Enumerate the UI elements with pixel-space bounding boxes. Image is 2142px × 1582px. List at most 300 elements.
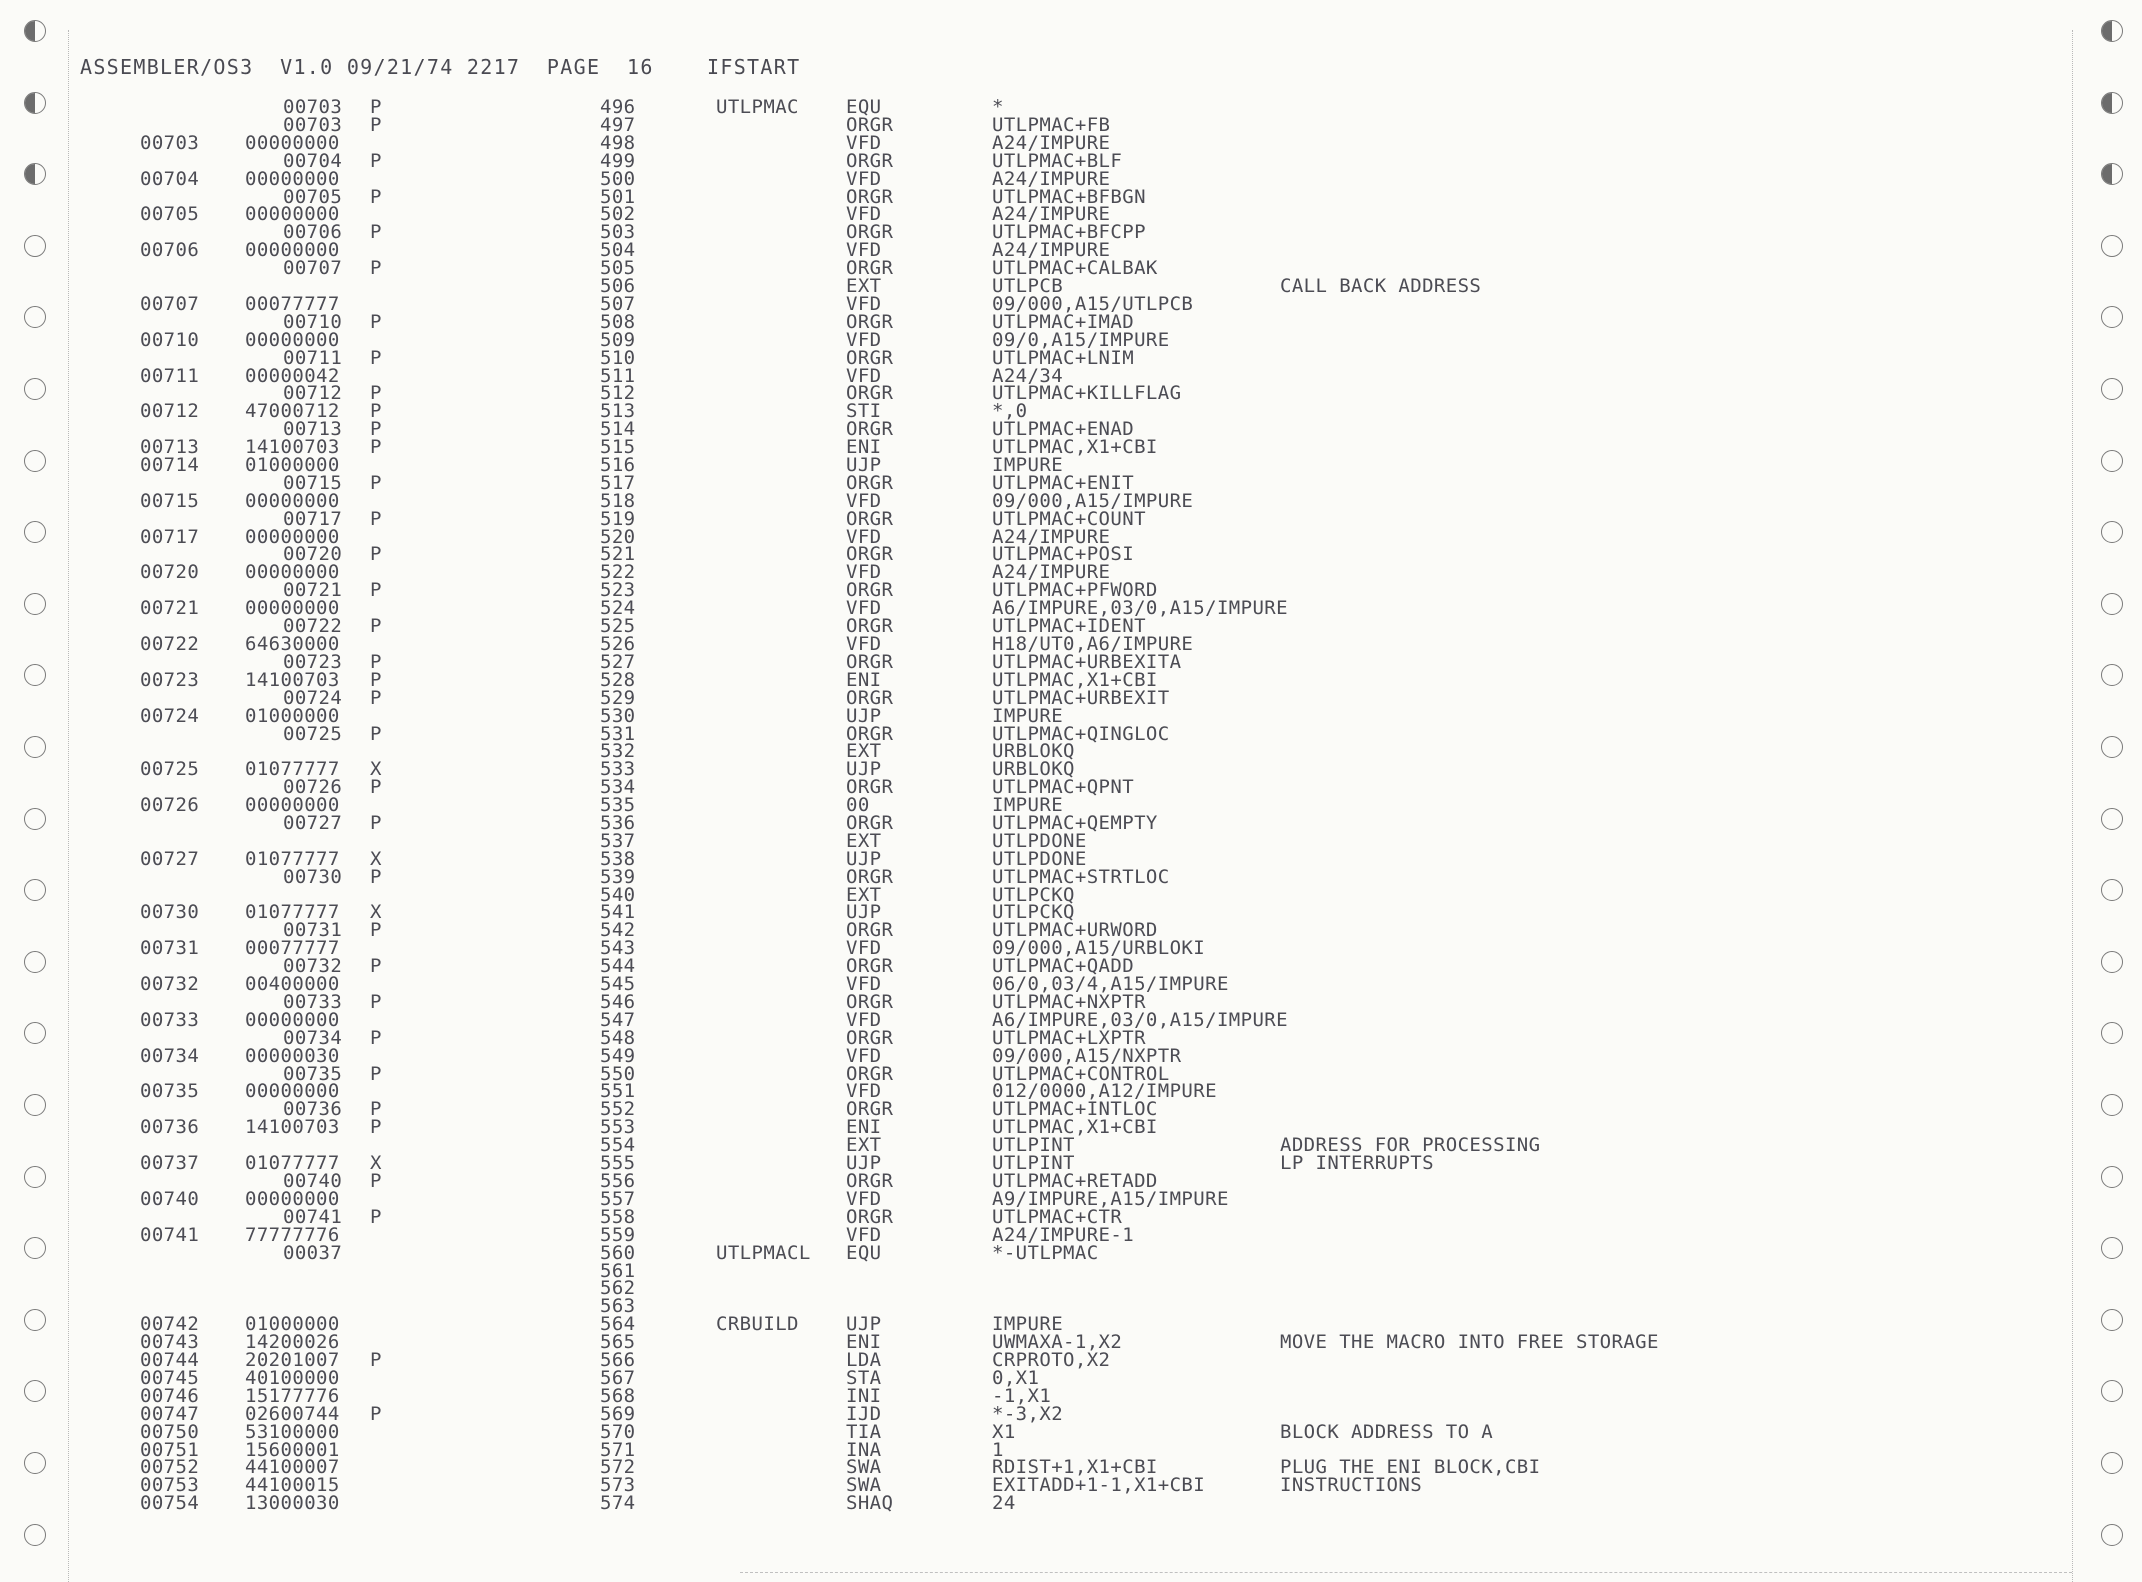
listing-word: 00723 xyxy=(283,651,343,673)
listing-op: UJP xyxy=(846,758,882,780)
listing-loc: 00740 xyxy=(140,1188,200,1210)
listing-seq: 498 xyxy=(600,132,636,154)
listing-op: SWA xyxy=(846,1474,882,1496)
listing-loc: 00724 xyxy=(140,705,200,727)
listing-loc: 00741 xyxy=(140,1224,200,1246)
listing-op: VFD xyxy=(846,293,882,315)
listing-op: ORGR xyxy=(846,687,894,709)
listing-operand: A24/34 xyxy=(992,365,1064,387)
feed-hole-icon xyxy=(2101,20,2123,42)
listing-seq: 539 xyxy=(600,866,636,888)
listing-op: ORGR xyxy=(846,1098,894,1120)
listing-loc: 00750 xyxy=(140,1421,200,1443)
listing-word: 15177776 xyxy=(245,1385,340,1407)
listing-op: ORGR xyxy=(846,651,894,673)
listing-op: ORGR xyxy=(846,812,894,834)
listing-seq: 566 xyxy=(600,1349,636,1371)
listing-op: ORGR xyxy=(846,991,894,1013)
listing-loc: 00737 xyxy=(140,1152,200,1174)
listing-seq: 528 xyxy=(600,669,636,691)
listing-seq: 552 xyxy=(600,1098,636,1120)
listing-loc: 00734 xyxy=(140,1045,200,1067)
listing-op: ORGR xyxy=(846,1063,894,1085)
listing-rel: P xyxy=(370,955,382,977)
listing-rel: P xyxy=(370,543,382,565)
listing-op: ORGR xyxy=(846,221,894,243)
listing-seq: 502 xyxy=(600,203,636,225)
listing-operand: UTLPCB xyxy=(992,275,1064,297)
listing-seq: 558 xyxy=(600,1206,636,1228)
listing-word: 00707 xyxy=(283,257,343,279)
listing-operand: CRPROTO,X2 xyxy=(992,1349,1111,1371)
listing-seq: 504 xyxy=(600,239,636,261)
listing-operand: 0,X1 xyxy=(992,1367,1040,1389)
listing-op: VFD xyxy=(846,490,882,512)
listing-op: EXT xyxy=(846,830,882,852)
listing-rel: P xyxy=(370,311,382,333)
listing-word: 00733 xyxy=(283,991,343,1013)
listing-seq: 515 xyxy=(600,436,636,458)
listing-comment: CALL BACK ADDRESS xyxy=(1280,275,1482,297)
listing-word: 00000000 xyxy=(245,526,340,548)
listing-rel: X xyxy=(370,848,382,870)
listing-loc: 00710 xyxy=(140,329,200,351)
listing-word: 00740 xyxy=(283,1170,343,1192)
listing-word: 00710 xyxy=(283,311,343,333)
listing-line xyxy=(0,1244,2142,1262)
listing-operand: UWMAXA-1,X2 xyxy=(992,1331,1123,1353)
listing-op: EXT xyxy=(846,884,882,906)
listing-operand: UTLPMAC+BLF xyxy=(992,150,1123,172)
listing-seq: 547 xyxy=(600,1009,636,1031)
listing-word: 00000000 xyxy=(245,794,340,816)
listing-op: VFD xyxy=(846,937,882,959)
listing-operand: UTLPMAC+QINGLOC xyxy=(992,723,1170,745)
listing-op: 00 xyxy=(846,794,870,816)
listing-loc: 00747 xyxy=(140,1403,200,1425)
listing-operand: UTLPMAC+URWORD xyxy=(992,919,1158,941)
listing-word: 00732 xyxy=(283,955,343,977)
listing-rel: P xyxy=(370,651,382,673)
listing-op: UJP xyxy=(846,1313,882,1335)
listing-operand: A6/IMPURE,03/0,A15/IMPURE xyxy=(992,1009,1288,1031)
listing-word: 00704 xyxy=(283,150,343,172)
listing-seq: 546 xyxy=(600,991,636,1013)
listing-rel: P xyxy=(370,508,382,530)
listing-seq: 525 xyxy=(600,615,636,637)
listing-rel: P xyxy=(370,866,382,888)
listing-word: 00717 xyxy=(283,508,343,530)
listing-op: ORGR xyxy=(846,186,894,208)
listing-rel: P xyxy=(370,150,382,172)
listing-seq: 569 xyxy=(600,1403,636,1425)
listing-seq: 524 xyxy=(600,597,636,619)
listing-operand: A24/IMPURE xyxy=(992,561,1111,583)
listing-seq: 523 xyxy=(600,579,636,601)
listing-operand: * xyxy=(992,96,1004,118)
listing-word: 00000042 xyxy=(245,365,340,387)
listing-op: ORGR xyxy=(846,418,894,440)
listing-word: 00736 xyxy=(283,1098,343,1120)
listing-loc: 00752 xyxy=(140,1456,200,1478)
listing-op: VFD xyxy=(846,329,882,351)
listing-op: UJP xyxy=(846,901,882,923)
listing-seq: 517 xyxy=(600,472,636,494)
listing-operand: UTLPMAC+ENIT xyxy=(992,472,1135,494)
listing-op: VFD xyxy=(846,973,882,995)
listing-rel: P xyxy=(370,221,382,243)
listing-loc: 00736 xyxy=(140,1116,200,1138)
listing-word: 77777776 xyxy=(245,1224,340,1246)
listing-word: 53100000 xyxy=(245,1421,340,1443)
listing-seq: 557 xyxy=(600,1188,636,1210)
listing-loc: 00715 xyxy=(140,490,200,512)
listing-op: VFD xyxy=(846,1080,882,1102)
listing-word: 00000000 xyxy=(245,203,340,225)
listing-op: VFD xyxy=(846,203,882,225)
listing-op: UJP xyxy=(846,1152,882,1174)
listing-operand: 09/000,A15/IMPURE xyxy=(992,490,1194,512)
listing-seq: 511 xyxy=(600,365,636,387)
listing-word: 00400000 xyxy=(245,973,340,995)
listing-rel: P xyxy=(370,400,382,422)
listing-loc: 00713 xyxy=(140,436,200,458)
listing-loc: 00725 xyxy=(140,758,200,780)
listing-operand: IMPURE xyxy=(992,705,1064,727)
listing-seq: 496 xyxy=(600,96,636,118)
listing-word: 00000000 xyxy=(245,490,340,512)
listing-seq: 531 xyxy=(600,723,636,745)
listing-operand: UTLPMAC+URBEXIT xyxy=(992,687,1170,709)
listing-op: UJP xyxy=(846,848,882,870)
listing-word: 00731 xyxy=(283,919,343,941)
listing-seq: 521 xyxy=(600,543,636,565)
listing-seq: 571 xyxy=(600,1439,636,1461)
listing-rel: P xyxy=(370,723,382,745)
listing-seq: 534 xyxy=(600,776,636,798)
listing-op: SHAQ xyxy=(846,1492,894,1514)
listing-comment: ADDRESS FOR PROCESSING xyxy=(1280,1134,1541,1156)
listing-seq: 555 xyxy=(600,1152,636,1174)
listing-loc: 00733 xyxy=(140,1009,200,1031)
listing-operand: UTLPMAC+POSI xyxy=(992,543,1135,565)
listing-op: EXT xyxy=(846,740,882,762)
listing-word: 00000000 xyxy=(245,132,340,154)
listing-seq: 520 xyxy=(600,526,636,548)
listing-rel: P xyxy=(370,1063,382,1085)
listing-operand: UTLPMAC+IMAD xyxy=(992,311,1135,333)
listing-seq: 508 xyxy=(600,311,636,333)
listing-seq: 573 xyxy=(600,1474,636,1496)
listing-op: VFD xyxy=(846,168,882,190)
listing-word: 00734 xyxy=(283,1027,343,1049)
listing-op: ENI xyxy=(846,436,882,458)
listing-word: 00000000 xyxy=(245,597,340,619)
listing-seq: 542 xyxy=(600,919,636,941)
listing-rel: P xyxy=(370,472,382,494)
listing-op: LDA xyxy=(846,1349,882,1371)
listing-comment: LP INTERRUPTS xyxy=(1280,1152,1434,1174)
listing-op: ORGR xyxy=(846,347,894,369)
listing-operand: A6/IMPURE,03/0,A15/IMPURE xyxy=(992,597,1288,619)
listing-word: 00706 xyxy=(283,221,343,243)
listing-word: 01000000 xyxy=(245,705,340,727)
listing-rel: P xyxy=(370,418,382,440)
listing-op: ORGR xyxy=(846,257,894,279)
listing-word: 44100015 xyxy=(245,1474,340,1496)
feed-hole-icon xyxy=(24,20,46,42)
listing-word: 00722 xyxy=(283,615,343,637)
listing-loc: 00732 xyxy=(140,973,200,995)
listing-op: VFD xyxy=(846,526,882,548)
listing-word: 00000000 xyxy=(245,239,340,261)
listing-rel: P xyxy=(370,687,382,709)
listing-seq: 570 xyxy=(600,1421,636,1443)
listing-seq: 536 xyxy=(600,812,636,834)
listing-word: 01000000 xyxy=(245,454,340,476)
listing-rel: P xyxy=(370,436,382,458)
listing-operand: X1 xyxy=(992,1421,1016,1443)
listing-seq: 541 xyxy=(600,901,636,923)
listing-operand: 09/000,A15/URBLOKI xyxy=(992,937,1206,959)
listing-word: 13000030 xyxy=(245,1492,340,1514)
listing-seq: 499 xyxy=(600,150,636,172)
listing-loc: 00743 xyxy=(140,1331,200,1353)
listing-word: 00000000 xyxy=(245,168,340,190)
listing-word: 00000000 xyxy=(245,1080,340,1102)
listing-rel: P xyxy=(370,382,382,404)
listing-rel: P xyxy=(370,347,382,369)
listing-seq: 568 xyxy=(600,1385,636,1407)
listing-rel: P xyxy=(370,615,382,637)
listing-seq: 560 xyxy=(600,1242,636,1264)
listing-seq: 519 xyxy=(600,508,636,530)
listing-seq: 532 xyxy=(600,740,636,762)
listing-op: EQU xyxy=(846,1242,882,1264)
listing-op: STA xyxy=(846,1367,882,1389)
listing-op: EXT xyxy=(846,1134,882,1156)
listing-op: ORGR xyxy=(846,1206,894,1228)
listing-rel: P xyxy=(370,1206,382,1228)
listing-word: 44100007 xyxy=(245,1456,340,1478)
listing-operand: UTLPMAC+CONTROL xyxy=(992,1063,1170,1085)
listing-op: ENI xyxy=(846,1331,882,1353)
listing-operand: 1 xyxy=(992,1439,1004,1461)
listing-operand: 09/000,A15/UTLPCB xyxy=(992,293,1194,315)
listing-operand: IMPURE xyxy=(992,454,1064,476)
listing-rel: P xyxy=(370,919,382,941)
listing-loc: 00706 xyxy=(140,239,200,261)
listing-operand: UTLPMAC+BFCPP xyxy=(992,221,1146,243)
listing-seq: 553 xyxy=(600,1116,636,1138)
listing-seq: 500 xyxy=(600,168,636,190)
listing-seq: 527 xyxy=(600,651,636,673)
listing-seq: 507 xyxy=(600,293,636,315)
listing-op: VFD xyxy=(846,365,882,387)
listing-op: VFD xyxy=(846,132,882,154)
listing-operand: -1,X1 xyxy=(992,1385,1052,1407)
listing-seq: 510 xyxy=(600,347,636,369)
listing-loc: 00746 xyxy=(140,1385,200,1407)
listing-operand: UTLPMAC+PFWORD xyxy=(992,579,1158,601)
listing-loc: 00712 xyxy=(140,400,200,422)
feed-hole-icon xyxy=(2101,1524,2123,1546)
page-header: ASSEMBLER/OS3 V1.0 09/21/74 2217 PAGE 16 IFSTART xyxy=(80,55,801,79)
listing-operand: UTLPMAC+LNIM xyxy=(992,347,1135,369)
listing-op: ORGR xyxy=(846,508,894,530)
listing-op: ORGR xyxy=(846,579,894,601)
listing-seq: 506 xyxy=(600,275,636,297)
listing-word: 00000000 xyxy=(245,329,340,351)
listing-operand: H18/UT0,A6/IMPURE xyxy=(992,633,1194,655)
listing-op: ORGR xyxy=(846,955,894,977)
listing-word: 14100703 xyxy=(245,436,340,458)
listing-word: 00741 xyxy=(283,1206,343,1228)
listing-op: UJP xyxy=(846,454,882,476)
listing-op: VFD xyxy=(846,1188,882,1210)
listing-word: 01077777 xyxy=(245,848,340,870)
listing-seq: 509 xyxy=(600,329,636,351)
listing-word: 00077777 xyxy=(245,937,340,959)
listing-rel: P xyxy=(370,776,382,798)
listing-word: 01000000 xyxy=(245,1313,340,1335)
listing-seq: 513 xyxy=(600,400,636,422)
listing-loc: 00744 xyxy=(140,1349,200,1371)
listing-op: ORGR xyxy=(846,1027,894,1049)
listing-operand: IMPURE xyxy=(992,1313,1064,1335)
listing-loc: 00721 xyxy=(140,597,200,619)
listing-operand: *-3,X2 xyxy=(992,1403,1064,1425)
listing-operand: A24/IMPURE xyxy=(992,239,1111,261)
listing-operand: UTLPMAC,X1+CBI xyxy=(992,669,1158,691)
listing-word: 20201007 xyxy=(245,1349,340,1371)
listing-operand: A24/IMPURE xyxy=(992,526,1111,548)
listing-operand: UTLPMAC+INTLOC xyxy=(992,1098,1158,1120)
listing-word: 15600001 xyxy=(245,1439,340,1461)
bottom-perforation xyxy=(740,1572,2072,1573)
listing-rel: P xyxy=(370,1403,382,1425)
listing-operand: 09/000,A15/NXPTR xyxy=(992,1045,1182,1067)
listing-op: VFD xyxy=(846,1045,882,1067)
listing-operand: UTLPMAC+IDENT xyxy=(992,615,1146,637)
listing-loc: 00714 xyxy=(140,454,200,476)
listing-op: ORGR xyxy=(846,150,894,172)
listing-operand: UTLPMAC,X1+CBI xyxy=(992,436,1158,458)
listing-word: 14200026 xyxy=(245,1331,340,1353)
listing-operand: UTLPMAC+FB xyxy=(992,114,1111,136)
listing-seq: 543 xyxy=(600,937,636,959)
listing-op: ORGR xyxy=(846,311,894,333)
listing-rel: P xyxy=(370,114,382,136)
listing-op: ENI xyxy=(846,669,882,691)
listing-loc: 00754 xyxy=(140,1492,200,1514)
listing-word: 00000000 xyxy=(245,1009,340,1031)
listing-op: VFD xyxy=(846,597,882,619)
listing-seq: 530 xyxy=(600,705,636,727)
listing-op: TIA xyxy=(846,1421,882,1443)
listing-operand: UTLPMAC+LXPTR xyxy=(992,1027,1146,1049)
listing-word: 01077777 xyxy=(245,1152,340,1174)
listing-op: VFD xyxy=(846,239,882,261)
listing-seq: 518 xyxy=(600,490,636,512)
listing-word: 00720 xyxy=(283,543,343,565)
listing-op: VFD xyxy=(846,633,882,655)
listing-label: CRBUILD xyxy=(716,1313,799,1335)
listing-operand: URBLOKQ xyxy=(992,758,1075,780)
listing-operand: 09/0,A15/IMPURE xyxy=(992,329,1170,351)
listing-word: 02600744 xyxy=(245,1403,340,1425)
listing-loc: 00735 xyxy=(140,1080,200,1102)
listing-seq: 574 xyxy=(600,1492,636,1514)
listing-line xyxy=(0,1494,2142,1512)
listing-seq: 497 xyxy=(600,114,636,136)
listing-op: ORGR xyxy=(846,776,894,798)
listing-loc: 00717 xyxy=(140,526,200,548)
listing-operand: A24/IMPURE xyxy=(992,203,1111,225)
listing-op: VFD xyxy=(846,1009,882,1031)
listing-operand: UTLPMAC+RETADD xyxy=(992,1170,1158,1192)
listing-seq: 565 xyxy=(600,1331,636,1353)
listing-word: 00037 xyxy=(283,1242,343,1264)
listing-rel: P xyxy=(370,186,382,208)
listing-loc: 00722 xyxy=(140,633,200,655)
listing-seq: 505 xyxy=(600,257,636,279)
listing-operand: A24/IMPURE xyxy=(992,132,1111,154)
listing-seq: 556 xyxy=(600,1170,636,1192)
listing-seq: 522 xyxy=(600,561,636,583)
listing-rel: P xyxy=(370,257,382,279)
listing-operand: 06/0,03/4,A15/IMPURE xyxy=(992,973,1229,995)
listing-comment: INSTRUCTIONS xyxy=(1280,1474,1423,1496)
listing-label: UTLPMACL xyxy=(716,1242,811,1264)
listing-word: 14100703 xyxy=(245,1116,340,1138)
listing-word: 00727 xyxy=(283,812,343,834)
listing-word: 00721 xyxy=(283,579,343,601)
listing-rel: P xyxy=(370,1349,382,1371)
listing-word: 00726 xyxy=(283,776,343,798)
listing-loc: 00723 xyxy=(140,669,200,691)
listing-word: 01077777 xyxy=(245,901,340,923)
listing-word: 00735 xyxy=(283,1063,343,1085)
listing-word: 00703 xyxy=(283,96,343,118)
listing-operand: UTLPINT xyxy=(992,1134,1075,1156)
listing-operand: UTLPMAC+QPNT xyxy=(992,776,1135,798)
listing-label: UTLPMAC xyxy=(716,96,799,118)
listing-loc: 00753 xyxy=(140,1474,200,1496)
listing-op: ORGR xyxy=(846,615,894,637)
listing-op: ORGR xyxy=(846,1170,894,1192)
listing-operand: UTLPMAC+BFBGN xyxy=(992,186,1146,208)
listing-word: 00725 xyxy=(283,723,343,745)
feed-hole-icon xyxy=(24,1524,46,1546)
listing-rel: X xyxy=(370,758,382,780)
listing-operand: EXITADD+1-1,X1+CBI xyxy=(992,1474,1206,1496)
listing-op: INA xyxy=(846,1439,882,1461)
listing-op: INI xyxy=(846,1385,882,1407)
listing-word: 00705 xyxy=(283,186,343,208)
listing-op: ORGR xyxy=(846,382,894,404)
listing-operand: URBLOKQ xyxy=(992,740,1075,762)
listing-word: 14100703 xyxy=(245,669,340,691)
listing-seq: 545 xyxy=(600,973,636,995)
listing-op: STI xyxy=(846,400,882,422)
listing-operand: *,0 xyxy=(992,400,1028,422)
listing-line xyxy=(0,259,2142,277)
listing-op: ORGR xyxy=(846,919,894,941)
listing-operand: IMPURE xyxy=(992,794,1064,816)
listing-seq: 537 xyxy=(600,830,636,852)
listing-word: 00703 xyxy=(283,114,343,136)
